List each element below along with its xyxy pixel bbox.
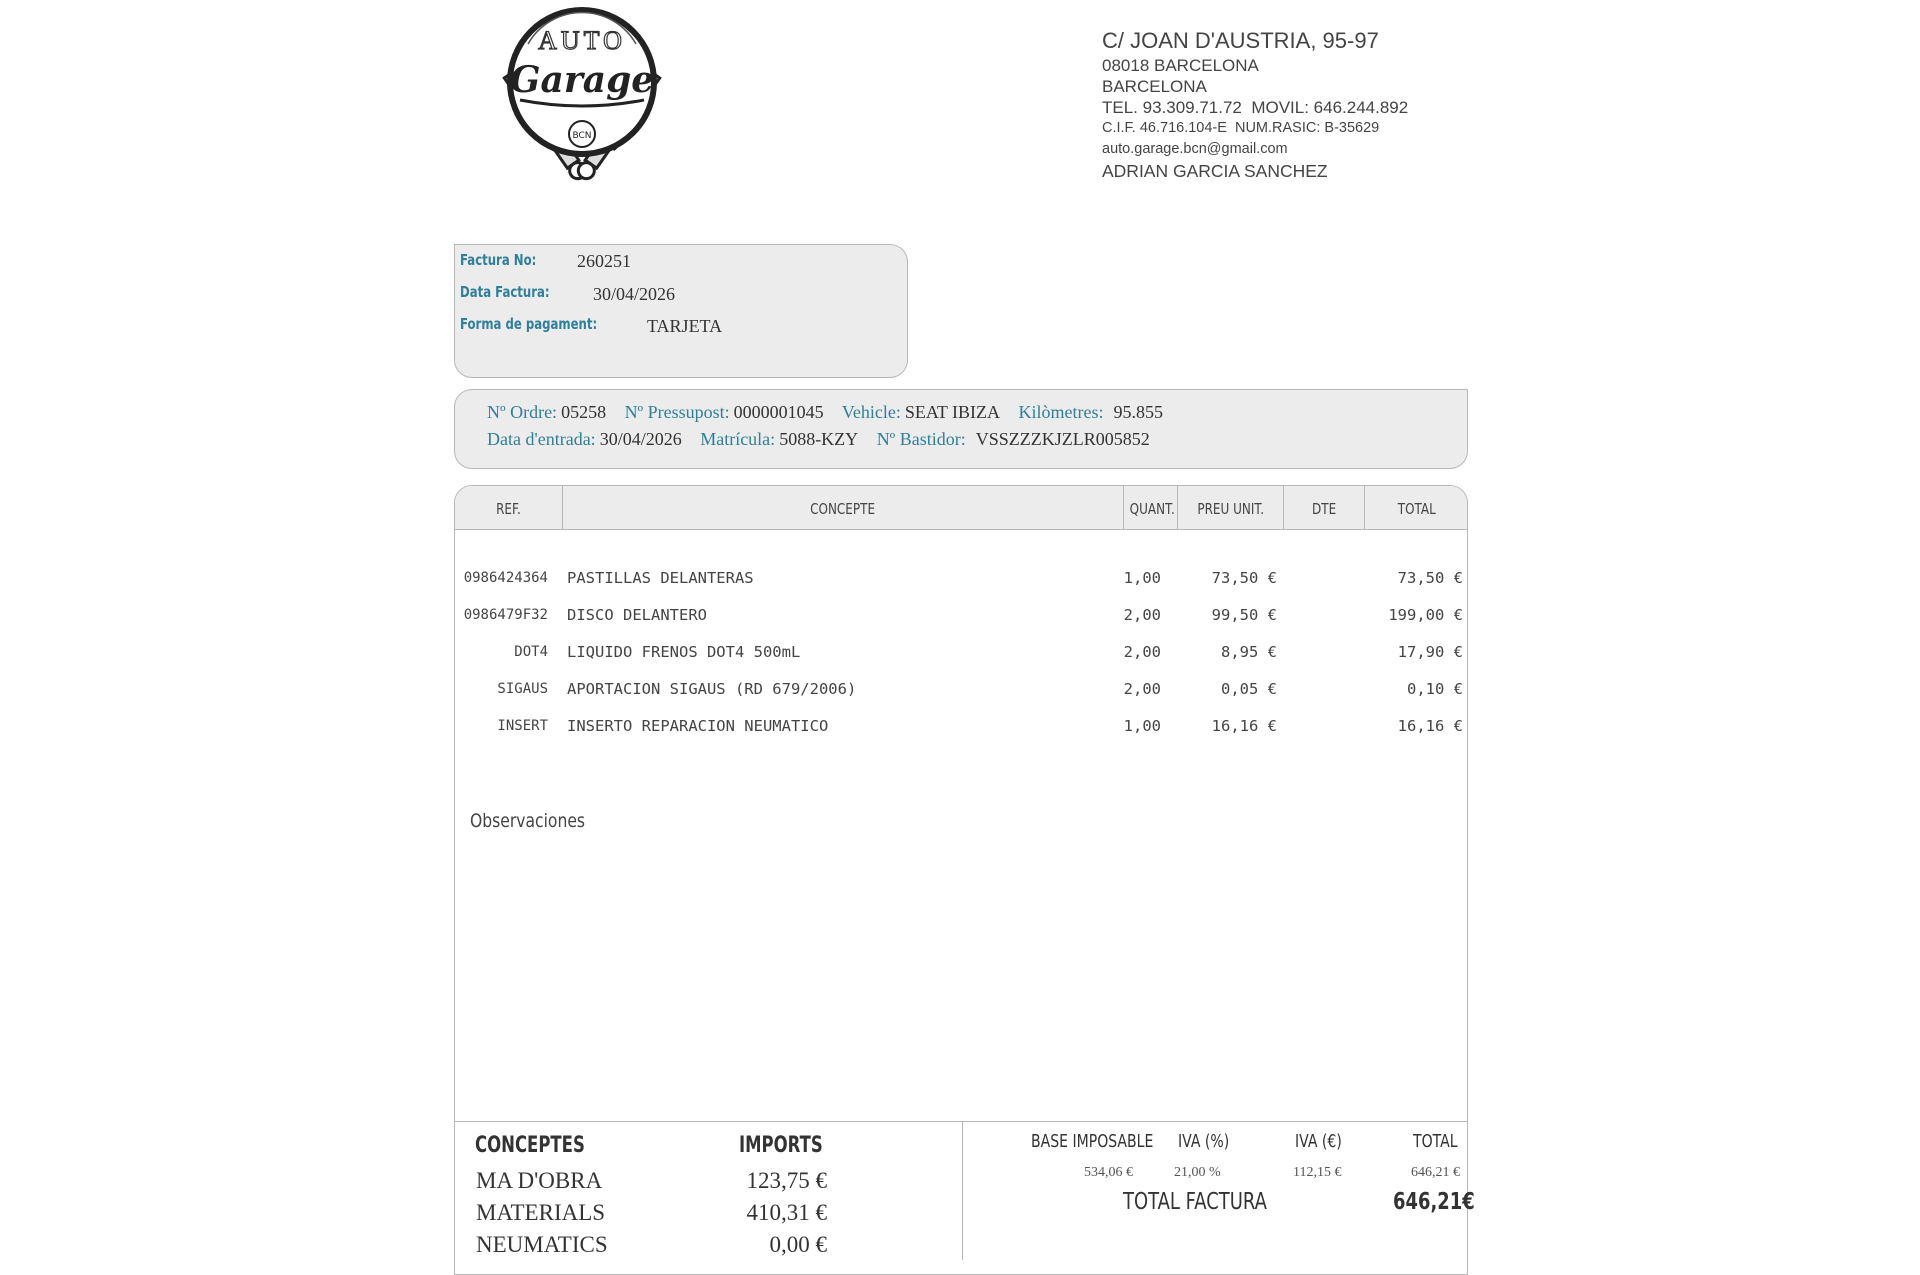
table-header: [455, 486, 1467, 530]
table-row: [455, 643, 1467, 673]
row-qty: 1,00: [1123, 717, 1161, 735]
row-ref: DOT4: [514, 644, 548, 660]
header-total: TOTAL: [1397, 500, 1437, 518]
total-value: 646,21 €: [1411, 1165, 1460, 1180]
row-qty: 2,00: [1123, 606, 1161, 624]
iva-pct-value: 21,00 %: [1174, 1165, 1221, 1180]
km-label: Kilòmetres:: [1018, 402, 1104, 422]
row-ref: 0986424364: [463, 570, 548, 586]
company-owner: ADRIAN GARCIA SANCHEZ: [1102, 161, 1328, 181]
svg-text:Garage: Garage: [509, 59, 655, 101]
row-ref: SIGAUS: [497, 681, 548, 697]
row-concept: PASTILLAS DELANTERAS: [567, 569, 754, 587]
header-discount: DTE: [1311, 500, 1337, 518]
summary-label-materials: MATERIALS: [476, 1200, 606, 1225]
row-concept: INSERTO REPARACION NEUMATICO: [567, 717, 829, 735]
order-number: 05258: [561, 402, 607, 422]
row-concept: DISCO DELANTERO: [567, 606, 707, 624]
payment-method: TARJETA: [647, 316, 723, 336]
invoice-date-label: Data Factura:: [460, 283, 550, 301]
summary-value-tyres: 0,00 €: [769, 1232, 827, 1257]
row-unit-price: 99,50 €: [1211, 606, 1277, 624]
company-address: C/ JOAN D'AUSTRIA, 95-97: [1102, 28, 1379, 53]
row-unit-price: 0,05 €: [1221, 680, 1277, 698]
invoice-info-box: [454, 244, 908, 378]
table-row: [455, 717, 1467, 747]
plate-label: Matrícula:: [700, 429, 776, 449]
summary-value-materials: 410,31 €: [746, 1200, 827, 1225]
company-cif: C.I.F. 46.716.104-E NUM.RASIC: B-35629: [1102, 120, 1380, 136]
total-label: TOTAL: [1413, 1131, 1458, 1152]
company-info: [1102, 26, 1408, 183]
iva-pct-label: IVA (%): [1178, 1131, 1230, 1152]
iva-eur-value: 112,15 €: [1293, 1165, 1342, 1180]
km-value: 95.855: [1113, 402, 1163, 422]
invoice-number-label: Factura No:: [460, 251, 537, 269]
entry-date: 30/04/2026: [599, 429, 682, 449]
vehicle-model: SEAT IBIZA: [904, 402, 1000, 422]
plate-number: 5088-KZY: [779, 429, 859, 449]
company-phone: TEL. 93.309.71.72 MOVIL: 646.244.892: [1102, 98, 1409, 117]
base-value: 534,06 €: [1084, 1165, 1133, 1180]
vehicle-label: Vehicle:: [841, 402, 901, 422]
row-unit-price: 73,50 €: [1211, 569, 1277, 587]
budget-label: Nº Pressupost:: [624, 402, 730, 422]
row-ref: INSERT: [497, 718, 548, 734]
table-row: [455, 606, 1467, 636]
summary-divider: [454, 1121, 1468, 1122]
svg-text:BCN: BCN: [572, 131, 592, 141]
svg-text:AUTO: AUTO: [538, 26, 626, 55]
vehicle-row-1: [487, 402, 1177, 423]
grand-total-label: TOTAL FACTURA: [1123, 1189, 1267, 1215]
items-table: [454, 485, 1468, 1275]
row-total: 16,16 €: [1397, 717, 1463, 735]
payment-label: Forma de pagament:: [460, 315, 598, 333]
table-row: [455, 569, 1467, 599]
company-postal: 08018 BARCELONA: [1102, 56, 1259, 75]
summary-value-labour: 123,75 €: [746, 1168, 827, 1193]
imports-header: IMPORTS: [739, 1133, 823, 1158]
vehicle-info-box: [454, 389, 1468, 469]
row-qty: 2,00: [1123, 643, 1161, 661]
garage-logo-icon: [462, 4, 702, 204]
grand-total-value: 646,21€: [1393, 1189, 1475, 1215]
row-unit-price: 8,95 €: [1221, 643, 1277, 661]
logo: [462, 4, 702, 204]
header-concept: CONCEPTE: [810, 500, 876, 518]
iva-eur-label: IVA (€): [1295, 1131, 1342, 1152]
row-total: 199,00 €: [1388, 606, 1463, 624]
company-city: BARCELONA: [1102, 77, 1207, 96]
summary-vertical-divider: [962, 1121, 963, 1260]
row-total: 17,90 €: [1397, 643, 1463, 661]
row-concept: APORTACION SIGAUS (RD 679/2006): [567, 680, 857, 698]
concepts-header: CONCEPTES: [475, 1133, 585, 1158]
table-row: [455, 680, 1467, 710]
budget-number: 0000001045: [733, 402, 824, 422]
row-ref: 0986479F32: [463, 607, 548, 623]
summary-label-labour: MA D'OBRA: [476, 1168, 603, 1193]
header-unit-price: PREU UNIT.: [1197, 500, 1264, 518]
base-label: BASE IMPOSABLE: [1031, 1131, 1154, 1152]
invoice-number: 260251: [577, 251, 631, 271]
vehicle-row-2: [487, 429, 1164, 450]
chassis-number: VSSZZZKJZLR005852: [975, 429, 1150, 449]
row-qty: 1,00: [1123, 569, 1161, 587]
summary-label-tyres: NEUMATICS: [476, 1232, 608, 1257]
observations-label: Observaciones: [470, 810, 586, 832]
row-total: 0,10 €: [1407, 680, 1463, 698]
invoice-date: 30/04/2026: [593, 284, 676, 304]
header-qty: QUANT.: [1129, 500, 1175, 518]
company-email: auto.garage.bcn@gmail.com: [1102, 141, 1288, 157]
chassis-label: Nº Bastidor:: [876, 429, 966, 449]
row-unit-price: 16,16 €: [1211, 717, 1277, 735]
entry-date-label: Data d'entrada:: [487, 429, 596, 449]
row-total: 73,50 €: [1397, 569, 1463, 587]
order-label: Nº Ordre:: [487, 402, 558, 422]
row-concept: LIQUIDO FRENOS DOT4 500mL: [567, 643, 801, 661]
row-qty: 2,00: [1123, 680, 1161, 698]
header-ref: REF.: [496, 500, 521, 518]
